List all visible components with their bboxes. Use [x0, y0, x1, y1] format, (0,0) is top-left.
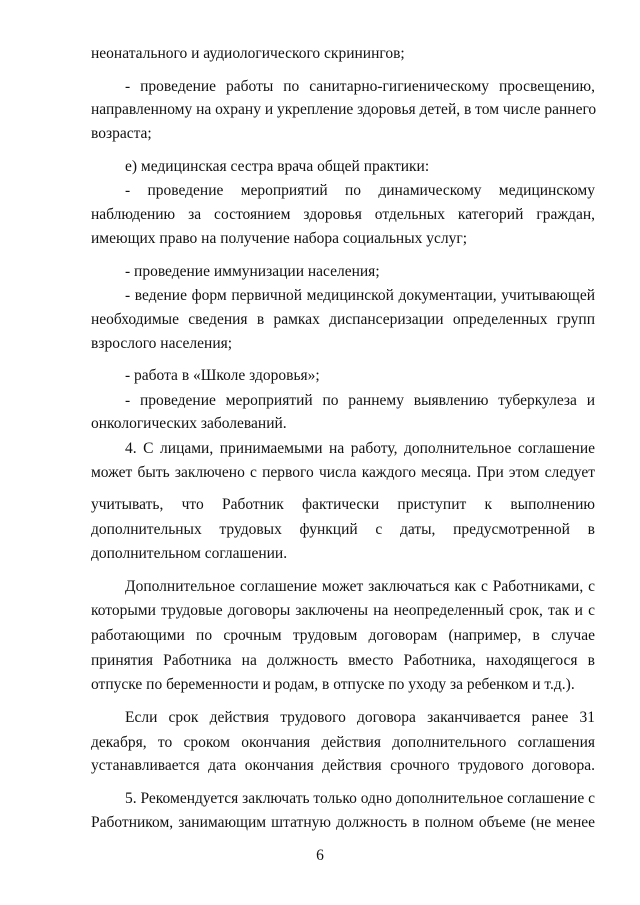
text-line-30: Работником, занимающим штатную должность в полном объеме (не менее	[91, 814, 595, 831]
page-number: 6	[316, 847, 324, 864]
text-line-5: е) медицинская сестра врача общей практики:	[125, 158, 430, 175]
text-line-10: - ведение форм первичной медицинской документации, учитывающей	[125, 287, 595, 304]
text-line-22: которыми трудовые договоры заключены на неопределенный срок, так и с	[91, 602, 595, 619]
text-line-24: принятия Работника на должность вместо Работника, находящегося в	[91, 652, 595, 669]
text-line-15: онкологических заболеваний.	[91, 415, 287, 432]
text-line-11: необходимые сведения в рамках диспансеризации определенных групп	[91, 311, 595, 328]
text-line-26: Если срок действия трудового договора заканчивается ранее 31	[125, 709, 595, 726]
text-line-25: отпуске по беременности и родам, в отпуске по уходу за ребенком и т.д.).	[91, 676, 575, 693]
text-line-28: устанавливается дата окончания действия срочного трудового договора.	[91, 757, 595, 774]
text-line-12: взрослого населения;	[91, 335, 233, 352]
text-line-1: неонатального и аудиологического скринингов;	[91, 45, 405, 62]
text-line-7: наблюдению за состоянием здоровья отдельных категорий граждан,	[91, 206, 595, 223]
text-line-19: дополнительных трудовых функций с даты, предусмотренной в	[91, 521, 595, 538]
text-line-9: - проведение иммунизации населения;	[125, 263, 380, 280]
text-line-20: дополнительном соглашении.	[91, 545, 288, 562]
text-line-27: декабря, то сроком окончания действия дополнительного соглашения	[91, 734, 595, 751]
text-line-8: имеющих право на получение набора социальных услуг;	[91, 230, 468, 247]
text-line-6: - проведение мероприятий по динамическому медицинскому	[125, 182, 595, 199]
text-line-16: 4. С лицами, принимаемыми на работу, дополнительное соглашение	[125, 440, 595, 457]
text-line-4: возраста;	[91, 125, 152, 142]
text-line-18: учитывать, что Работник фактически приступит к выполнению	[91, 496, 595, 513]
text-line-21: Дополнительное соглашение может заключаться как с Работниками, с	[125, 578, 595, 595]
text-line-3: направленному на охрану и укрепление здоровья детей, в том числе раннего	[91, 101, 597, 118]
text-line-29: 5. Рекомендуется заключать только одно дополнительное соглашение с	[125, 790, 595, 807]
text-line-23: работающими по срочным трудовым договорам (например, в случае	[91, 627, 595, 644]
text-line-2: - проведение работы по санитарно-гигиеническому просвещению,	[125, 78, 595, 95]
text-line-13: - работа в «Школе здоровья»;	[125, 367, 320, 384]
text-line-17: может быть заключено с первого числа каждого месяца. При этом следует	[91, 464, 595, 481]
text-line-14: - проведение мероприятий по раннему выявлению туберкулеза и	[125, 392, 595, 409]
